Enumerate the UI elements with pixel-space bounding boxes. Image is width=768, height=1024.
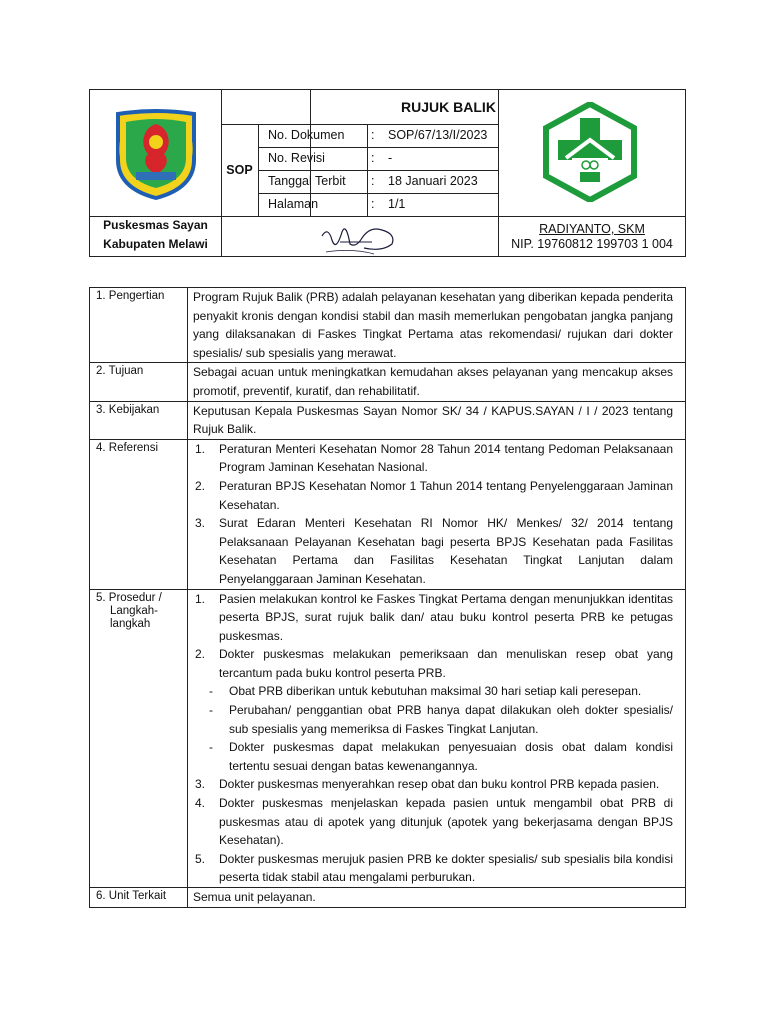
row-pengertian [90, 288, 685, 362]
signer-name: RADIYANTO, SKM [539, 222, 645, 236]
field-value-revisi: - [388, 151, 393, 165]
kebijakan-text: Keputusan Kepala Puskesmas Sayan Nomor SK/ 34 / KAPUS.SAYAN / I / 2023 tentang Rujuk Balik. [193, 403, 673, 437]
regency-emblem-logo [112, 108, 200, 200]
row-label: 5. Prosedur / Langkah- langkah [90, 590, 188, 888]
sub-list-item: - Perubahan/ penggantian obat PRB hanya dapat dilakukan oleh dokter spesialis/ sub spesialis yang memeriksa di Faskes Tingkat Lanjutan. [209, 703, 673, 736]
row-label: 6. Unit Terkait [90, 888, 188, 907]
field-label-revisi: No. Revisi [268, 151, 325, 165]
sop-label: SOP [226, 163, 253, 177]
list-item: 3. Surat Edaran Menteri Kesehatan RI Nomor HK/ Menkes/ 32/ 2014 tentang Pelaksanaan Pelayanan Kesehatan bagi peserta BPJS Kesehatan pada Fasilitas Kesehatan Pertama dan Fasilitas Kesehatan Tingkat Lanjutan dalam Penyelanggaraan Jaminan Kesehatan. [195, 516, 673, 586]
sub-list-item: - Obat PRB diberikan untuk kebutuhan maksimal 30 hari setiap kali peresepan. [209, 684, 642, 699]
list-item: 2. Dokter puskesmas melakukan pemeriksaan dan menuliskan resep obat yang tercantum pada buku kontrol peserta PRB. [195, 647, 673, 680]
signer-nip: NIP. 19760812 199703 1 004 [511, 237, 673, 251]
row-label: 2. Tujuan [90, 363, 188, 400]
list-item: 2. Peraturan BPJS Kesehatan Nomor 1 Tahun 2014 tentang Penyelenggaraan Jaminan Kesehatan. [195, 478, 673, 512]
row-kebijakan [90, 401, 685, 439]
sop-content-table [89, 287, 686, 908]
prosedur-list [188, 590, 685, 888]
field-value-dokumen: SOP/67/13/I/2023 [388, 128, 488, 142]
list-item: 3. Dokter puskesmas menyerahkan resep obat dan buku kontrol PRB kepada pasien. [195, 777, 660, 792]
org-regency: Kabupaten Melawi [103, 237, 208, 251]
sop-header-table [89, 89, 686, 257]
document-title: RUJUK BALIK [401, 99, 496, 115]
field-label-dokumen: No. Dokumen [268, 128, 345, 142]
row-label: 4. Referensi [90, 440, 188, 589]
field-sep: : [371, 151, 375, 165]
pengertian-text: Program Rujuk Balik (PRB) adalah pelayanan kesehatan yang diberikan kepada penderita penyakit kronis dengan kondisi stabil dan masih memerlukan pengobatan jangka panjang yang dilaksanakan di Faskes Tingkat Pertama atas rekomendasi/ rujukan dari dokter spesialis/ sub spesialis yang merawat. [193, 290, 673, 360]
field-sep: : [371, 128, 375, 142]
field-label-tanggal: Tanggal Terbit [268, 174, 346, 188]
field-value-halaman: 1/1 [388, 197, 406, 211]
list-item: 1. Peraturan Menteri Kesehatan Nomor 28 Tahun 2014 tentang Pedoman Pelaksanaan Program Jaminan Kesehatan Nasional. [195, 441, 673, 475]
org-name: Puskesmas Sayan [103, 218, 208, 232]
row-prosedur [90, 589, 685, 888]
field-sep: : [371, 174, 375, 188]
tujuan-text: Sebagai acuan untuk meningkatkan kemudahan akses pelayanan yang mencakup akses promotif, preventif, kuratif, dan rehabilitatif. [193, 365, 673, 398]
row-label: 1. Pengertian [90, 288, 188, 362]
unit-text: Semua unit pelayanan. [193, 890, 316, 904]
puskesmas-logo [542, 102, 638, 202]
row-tujuan [90, 362, 685, 400]
field-label-halaman: Halaman [268, 197, 319, 211]
row-label: 3. Kebijakan [90, 402, 188, 439]
list-item: 5. Dokter puskesmas merujuk pasien PRB ke dokter spesialis/ sub spesialis bila kondisi peserta tidak stabil atau mengalami perburukan. [195, 851, 673, 885]
referensi-list [188, 440, 685, 589]
row-unit-terkait [90, 887, 685, 907]
field-value-tanggal: 18 Januari 2023 [388, 174, 478, 188]
signature [312, 218, 412, 258]
list-item: 1. Pasien melakukan kontrol ke Faskes Tingkat Pertama dengan menunjukkan identitas peserta BPJS, surat rujuk balik dan/ atau buku kontrol peserta PRB ke petugas puskesmas. [195, 591, 673, 643]
row-referensi [90, 439, 685, 589]
field-sep: : [371, 197, 375, 211]
list-item: 4. Dokter puskesmas menjelaskan kepada pasien untuk mengambil obat PRB di puskesmas atau di apotek yang ditunjuk (apotek yang bekerjasama dengan BPJS Kesehatan). [195, 796, 673, 848]
sub-list-item: - Dokter puskesmas dapat melakukan penyesuaian dosis obat dalam kondisi tertentu sesuai dengan batas kewenangannya. [209, 740, 673, 773]
